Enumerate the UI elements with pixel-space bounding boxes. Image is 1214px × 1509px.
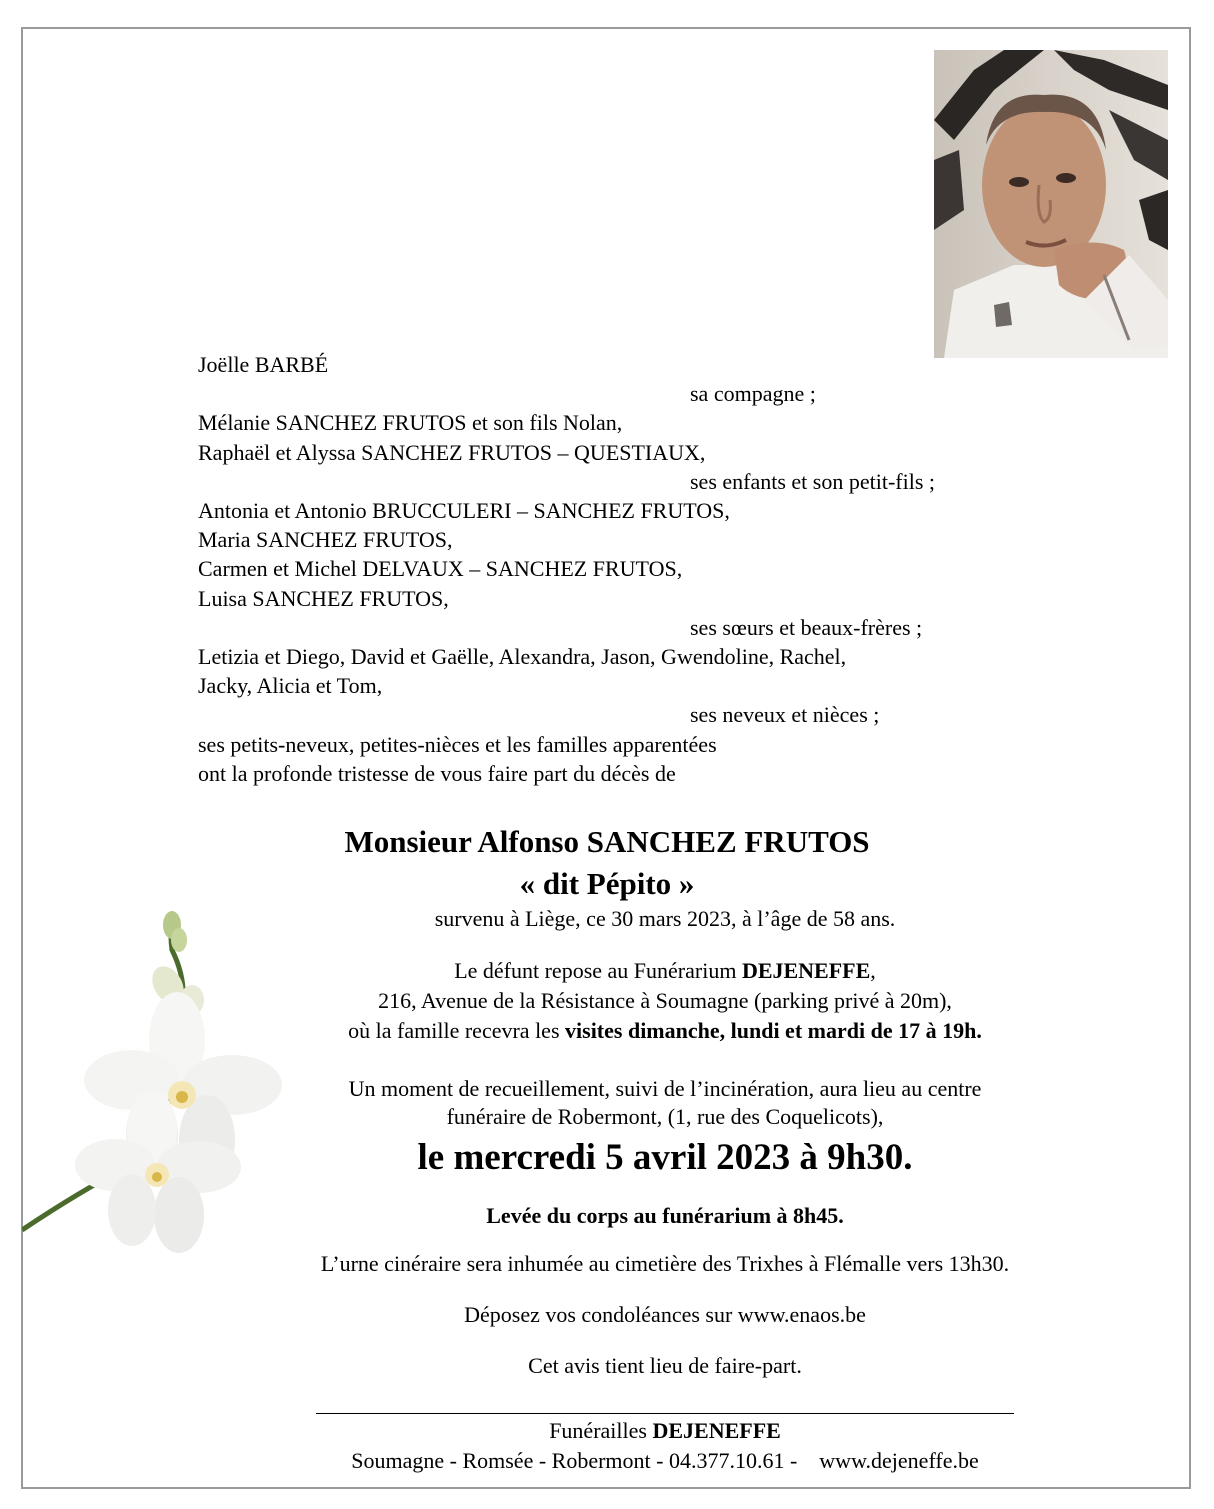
- condolences-line: Déposez vos condoléances sur www.enaos.be: [464, 1302, 866, 1327]
- footer-title: [250, 1418, 1080, 1444]
- relation-label: ses neveux et nièces ;: [690, 702, 880, 727]
- family-member-line: Antonia et Antonio BRUCCULERI – SANCHEZ FRUTOS,: [198, 498, 730, 523]
- repose-line-1: [250, 958, 1080, 984]
- footer-prefix: Funérailles: [549, 1418, 653, 1443]
- repose-suffix: ,: [870, 958, 876, 983]
- death-details: survenu à Liège, ce 30 mars 2023, à l’âge de 58 ans.: [434, 906, 896, 931]
- deceased-name: Monsieur Alfonso SANCHEZ FRUTOS: [344, 824, 870, 859]
- funerarium-name: DEJENEFFE: [741, 958, 871, 983]
- family-member-line: Jacky, Alicia et Tom,: [198, 673, 383, 698]
- repose-line-3: [250, 1018, 1080, 1044]
- repose-prefix: Le défunt repose au Funérarium: [454, 958, 742, 983]
- family-member-line: ont la profonde tristesse de vous faire part du décès de: [198, 761, 676, 786]
- ceremony-line-1: Un moment de recueillement, suivi de l’incinération, aura lieu au centre: [348, 1076, 982, 1101]
- relation-label: ses enfants et son petit-fils ;: [690, 469, 936, 494]
- visits-prefix: où la famille recevra les: [348, 1018, 566, 1043]
- family-member-line: Letizia et Diego, David et Gaëlle, Alexandra, Jason, Gwendoline, Rachel,: [198, 644, 847, 669]
- ceremony-line-2: funéraire de Robermont, (1, rue des Coquelicots),: [446, 1104, 884, 1129]
- repose-address: 216, Avenue de la Résistance à Soumagne (parking privé à 20m),: [378, 988, 952, 1013]
- family-member-line: Luisa SANCHEZ FRUTOS,: [198, 586, 449, 611]
- portrait-photo: [934, 50, 1168, 358]
- ceremony-date: le mercredi 5 avril 2023 à 9h30.: [417, 1137, 913, 1178]
- urne-info: L’urne cinéraire sera inhumée au cimetière des Trixhes à Flémalle vers 13h30.: [320, 1251, 1010, 1276]
- relation-label: sa compagne ;: [690, 381, 816, 406]
- footer-company: DEJENEFFE: [652, 1418, 781, 1443]
- levee-du-corps: Levée du corps au funérarium à 8h45.: [486, 1203, 844, 1228]
- faire-part-note: Cet avis tient lieu de faire-part.: [528, 1353, 802, 1378]
- orchid-decoration: [22, 900, 322, 1280]
- family-member-line: Mélanie SANCHEZ FRUTOS et son fils Nolan,: [198, 410, 623, 435]
- relation-label: ses sœurs et beaux-frères ;: [690, 615, 923, 640]
- family-member-line: ses petits-neveux, petites-nièces et les familles apparentées: [198, 732, 717, 757]
- deceased-alias: « dit Pépito »: [519, 866, 695, 901]
- footer-divider: [316, 1413, 1014, 1414]
- family-member-line: Joëlle BARBÉ: [198, 352, 329, 377]
- family-member-line: Maria SANCHEZ FRUTOS,: [198, 527, 453, 552]
- visits-hours: visites dimanche, lundi et mardi de 17 à 19h.: [565, 1018, 982, 1043]
- family-member-line: Raphaël et Alyssa SANCHEZ FRUTOS – QUESTIAUX,: [198, 440, 706, 465]
- footer-contact: Soumagne - Romsée - Robermont - 04.377.10.61 - www.dejeneffe.be: [351, 1448, 979, 1473]
- family-member-line: Carmen et Michel DELVAUX – SANCHEZ FRUTOS,: [198, 556, 683, 581]
